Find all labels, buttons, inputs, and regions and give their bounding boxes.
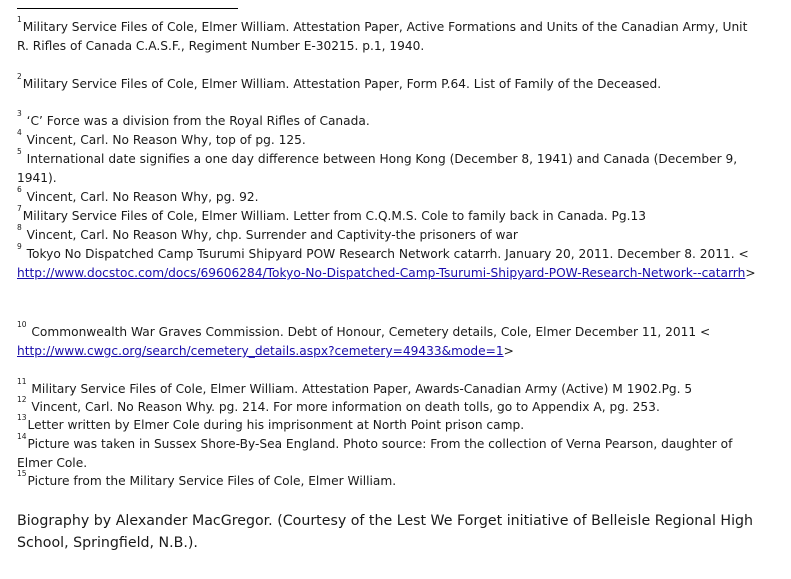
footnote-number: 13 <box>17 413 27 422</box>
footnote-number: 1 <box>17 15 22 24</box>
footnote-2 <box>17 72 762 94</box>
footnote-text: Military Service Files of Cole, Elmer William. Attestation Paper, Awards-Canadian Army (Active) M 1902.Pg. 5 <box>27 382 693 396</box>
footnote-number: 5 <box>17 147 22 156</box>
footnote-number: 2 <box>17 72 22 81</box>
footnote-6 <box>17 185 762 207</box>
footnote-text: Military Service Files of Cole, Elmer William. Attestation Paper, Active Formations and Units of the Canadian Army, Unit R. Rifles of Canada C.A.S.F., Regiment Number E-30215. p.1, 1940. <box>17 20 748 53</box>
footnote-number: 11 <box>17 377 27 386</box>
footnote-separator <box>17 8 238 9</box>
footnote-11 <box>17 377 762 399</box>
footnote-number: 4 <box>17 128 22 137</box>
footnote-text: Commonwealth War Graves Commission. Debt of Honour, Cemetery details, Cole, Elmer December 11, 2011 < <box>27 325 711 339</box>
footnote-15 <box>17 469 762 491</box>
footnote-number: 8 <box>17 223 22 232</box>
footnote-link[interactable]: http://www.docstoc.com/docs/69606284/Tokyo-No-Dispatched-Camp-Tsurumi-Shipyard-POW-Research-Network--catarrh <box>17 266 746 280</box>
footnote-text: ‘C’ Force was a division from the Royal Rifles of Canada. <box>22 114 370 128</box>
footnote-text: Military Service Files of Cole, Elmer William. Attestation Paper, Form P.64. List of Family of the Deceased. <box>22 77 662 91</box>
footnote-text: International date signifies a one day difference between Hong Kong (December 8, 1941) and Canada (December 9, 1941). <box>17 152 738 185</box>
footnote-text: Picture from the Military Service Files of Cole, Elmer William. <box>27 474 397 488</box>
footnote-number: 15 <box>17 469 27 478</box>
footnote-4 <box>17 128 762 150</box>
footnote-number: 14 <box>17 432 27 441</box>
footnote-number: 10 <box>17 320 27 329</box>
footnote-text: Vincent, Carl. No Reason Why. pg. 214. For more information on death tolls, go to Appendix A, pg. 253. <box>27 400 660 414</box>
footnote-number: 3 <box>17 109 22 118</box>
footnote-3 <box>17 109 762 131</box>
footnote-number: 7 <box>17 204 22 213</box>
biography-credit: Biography by Alexander MacGregor. (Courtesy of the Lest We Forget initiative of Belleisle Regional High School, Springfield, N.B.). <box>17 513 754 551</box>
footnote-text-end: > <box>745 266 756 280</box>
footnote-text: Vincent, Carl. No Reason Why, chp. Surrender and Captivity-the prisoners of war <box>22 228 518 242</box>
footnote-13 <box>17 413 762 435</box>
footnote-text: Vincent, Carl. No Reason Why, pg. 92. <box>22 190 259 204</box>
footnote-text: Military Service Files of Cole, Elmer William. Letter from C.Q.M.S. Cole to family back in Canada. Pg.13 <box>22 209 647 223</box>
footnote-1 <box>17 15 762 56</box>
footnote-text-end: > <box>503 344 514 358</box>
footnote-5 <box>17 147 762 188</box>
footnote-link[interactable]: http://www.cwgc.org/search/cemetery_details.aspx?cemetery=49433&mode=1 <box>17 344 504 358</box>
footnote-10 <box>17 320 762 361</box>
footnote-number: 9 <box>17 242 22 251</box>
footnote-12 <box>17 395 762 417</box>
footnote-text: Letter written by Elmer Cole during his imprisonment at North Point prison camp. <box>27 418 525 432</box>
footnote-9 <box>17 242 762 283</box>
footnote-text: Tokyo No Dispatched Camp Tsurumi Shipyard POW Research Network catarrh. January 20, 2011. December 8. 2011. < <box>22 247 749 261</box>
footnote-text: Vincent, Carl. No Reason Why, top of pg. 125. <box>22 133 306 147</box>
footnote-number: 12 <box>17 395 27 404</box>
footnote-14 <box>17 432 762 473</box>
footnote-text: Picture was taken in Sussex Shore-By-Sea England. Photo source: From the collection of Verna Pearson, daughter of Elmer Cole. <box>17 437 733 470</box>
footnote-number: 6 <box>17 185 22 194</box>
footnote-7 <box>17 204 762 226</box>
footnote-8 <box>17 223 762 245</box>
